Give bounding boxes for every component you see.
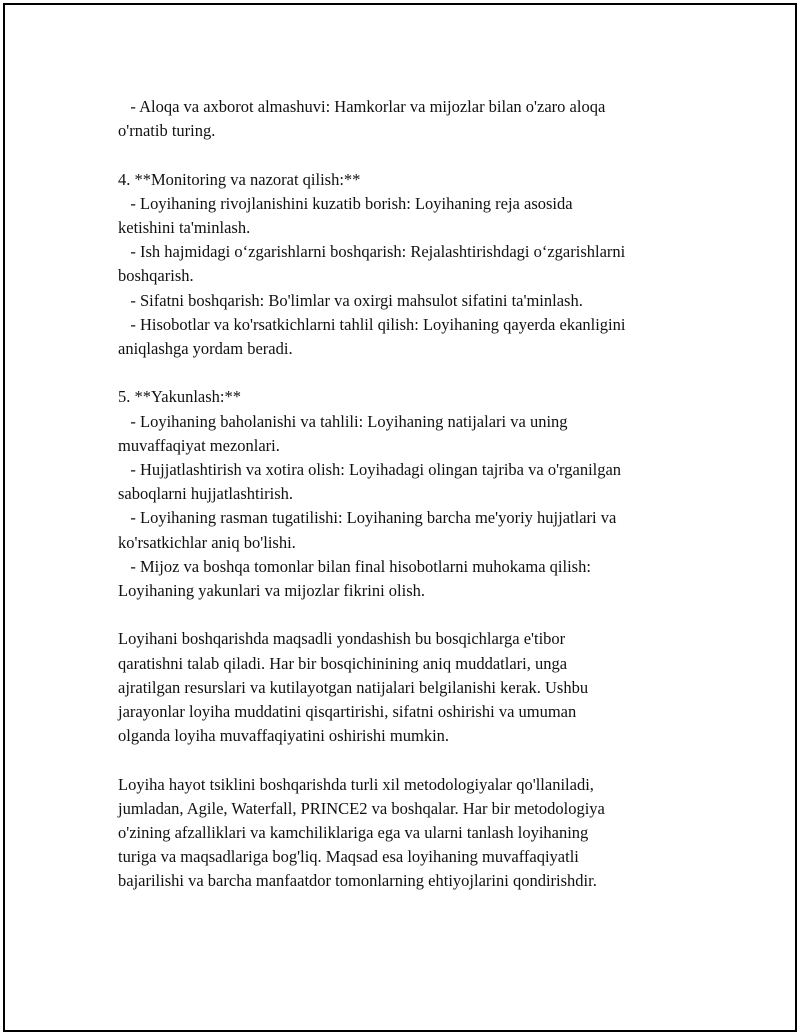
- text-line: muvaffaqiyat mezonlari.: [118, 435, 280, 455]
- text-line: jumladan, Agile, Waterfall, PRINCE2 va boshqalar. Har bir metodologiya: [118, 798, 605, 818]
- document-page: [3, 3, 797, 1032]
- text-line: o'zining afzalliklari va kamchiliklariga ega va ularni tanlash loyihaning: [118, 823, 589, 842]
- text-line: jarayonlar loyiha muddatini qisqartirishi, sifatni oshirishi va umuman: [118, 702, 577, 721]
- text-line: Loyihaning yakunlari va mijozlar fikrini olish.: [118, 581, 426, 600]
- text-line: saboqlarni hujjatlashtirish.: [118, 484, 294, 504]
- text-line: boshqarish.: [118, 266, 194, 286]
- text-line: olganda loyiha muvaffaqiyatini oshirishi mumkin.: [118, 726, 450, 746]
- text-line: - Hisobotlar va ko'rsatkichlarni tahlil qilish: Loyihaning qayerda ekanligini: [118, 314, 626, 334]
- text-line: ko'rsatkichlar aniq bo'lishi.: [118, 532, 296, 552]
- text-line: o'rnatib turing.: [118, 121, 216, 141]
- text-line: Loyiha hayot tsiklini boshqarishda turli xil metodologiyalar qo'llaniladi,: [118, 774, 594, 794]
- text-line: - Sifatni boshqarish: Bo'limlar va oxirgi mahsulot sifatini ta'minlash.: [118, 290, 583, 310]
- text-line: aniqlashga yordam beradi.: [118, 339, 293, 358]
- text-line: 4. **Monitoring va nazorat qilish:**: [118, 169, 361, 189]
- text-line: ketishini ta'minlash.: [118, 218, 251, 237]
- text-line: - Mijoz va boshqa tomonlar bilan final hisobotlarni muhokama qilish:: [118, 556, 591, 576]
- text-line: - Aloqa va axborot almashuvi: Hamkorlar va mijozlar bilan o'zaro aloqa: [118, 97, 606, 116]
- text-line: - Hujjatlashtirish va xotira olish: Loyihadagi olingan tajriba va o'rganilgan: [118, 460, 622, 479]
- text-line: turiga va maqsadlariga bog'liq. Maqsad esa loyihaning muvaffaqiyatli: [118, 847, 579, 867]
- text-line: - Loyihaning rivojlanishini kuzatib borish: Loyihaning reja asosida: [118, 193, 573, 213]
- text-line: bajarilishi va barcha manfaatdor tomonlarning ehtiyojlarini qondirishdir.: [118, 871, 597, 891]
- text-line: - Ish hajmidagi o‘zgarishlarni boshqarish: Rejalashtirishdagi o‘zgarishlarni: [118, 242, 626, 262]
- text-line: Loyihani boshqarishda maqsadli yondashish bu bosqichlarga e'tibor: [118, 629, 566, 649]
- text-line: 5. **Yakunlash:**: [118, 387, 242, 407]
- text-line: qaratishni talab qiladi. Har bir bosqichinining aniq muddatlari, unga: [118, 653, 568, 673]
- text-line: - Loyihaning rasman tugatilishi: Loyihaning barcha me'yoriy hujjatlari va: [118, 508, 617, 528]
- text-line: ajratilgan resurslari va kutilayotgan natijalari belgilanishi kerak. Ushbu: [118, 677, 589, 697]
- text-line: - Loyihaning baholanishi va tahlili: Loyihaning natijalari va uning: [118, 411, 568, 431]
